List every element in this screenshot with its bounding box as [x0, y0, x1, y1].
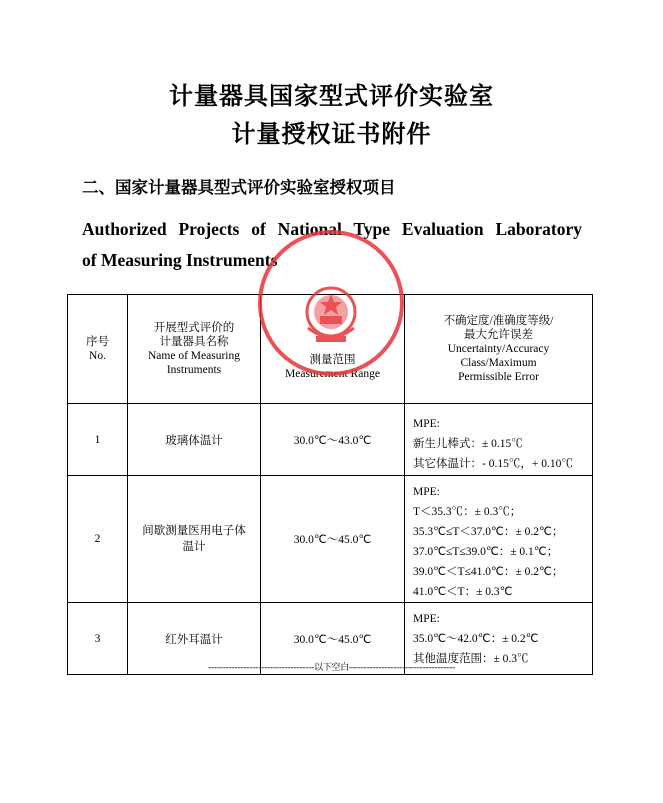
header-error-cn-2: 最大允许误差: [464, 329, 533, 341]
error-line: MPE:: [413, 418, 440, 430]
error-line: 其它体温计：- 0.15℃，+ 0.10℃: [413, 458, 573, 470]
row-no: 3: [68, 603, 128, 675]
row-range: 30.0℃～45.0℃: [261, 476, 405, 603]
table-row: [68, 476, 593, 603]
header-no-cn: 序号: [86, 336, 109, 348]
error-line: 35.3℃≤T＜37.0℃：± 0.2℃；: [413, 526, 564, 538]
error-line: MPE:: [413, 613, 440, 625]
header-no: [68, 295, 128, 404]
row-range: 30.0℃～43.0℃: [261, 404, 405, 476]
error-line: 35.0℃～42.0℃：± 0.2℃: [413, 633, 539, 645]
header-error-en-1: Uncertainty/Accuracy: [447, 343, 550, 355]
row-error: [405, 476, 593, 603]
row-instrument-text: 间歇测量医用电子体温计: [142, 525, 246, 553]
row-no: 2: [68, 476, 128, 603]
header-instrument-en-2: Instruments: [166, 364, 222, 376]
error-line: 其他温度范围：± 0.3℃: [413, 653, 529, 665]
section-heading: 二、国家计量器具型式评价实验室授权项目: [82, 178, 396, 197]
row-instrument: [128, 476, 261, 603]
english-heading-line-2: of Measuring Instruments: [82, 250, 278, 270]
error-line: MPE:: [413, 486, 440, 498]
header-error-cn-1: 不确定度/准确度等级/: [443, 315, 554, 327]
header-error-en-3: Permissible Error: [458, 371, 539, 383]
row-instrument: 玻璃体温计: [128, 404, 261, 476]
authorized-projects-table: [67, 294, 593, 675]
header-instrument-cn-2: 计量器具名称: [159, 336, 229, 348]
error-line: 41.0℃＜T：± 0.3℃: [413, 586, 513, 598]
header-error-en-2: Class/Maximum: [460, 357, 537, 369]
table-row: [68, 404, 593, 476]
header-range-cn: 测量范围: [309, 354, 356, 366]
row-instrument: 红外耳温计: [128, 603, 261, 675]
title-line-2: 计量授权证书附件: [231, 120, 432, 148]
error-line: 37.0℃≤T≤39.0℃：± 0.1℃；: [413, 546, 559, 558]
header-instrument: [128, 295, 261, 404]
error-line: 新生儿棒式：± 0.15℃: [413, 438, 523, 450]
title-line-1: 计量器具国家型式评价实验室: [169, 82, 494, 110]
error-line: T＜35.3℃：± 0.3℃；: [413, 506, 522, 518]
english-heading: [82, 214, 582, 276]
header-range-en: Measurement Range: [285, 368, 380, 380]
row-error: [405, 404, 593, 476]
header-error: [405, 295, 593, 404]
error-line: 39.0℃＜T≤41.0℃：± 0.2℃；: [413, 566, 564, 578]
row-range: 30.0℃～45.0℃: [261, 603, 405, 675]
header-instrument-en-1: Name of Measuring: [148, 350, 240, 362]
row-no: 1: [68, 404, 128, 476]
header-range: [261, 295, 405, 404]
table-header-row: [68, 295, 593, 404]
english-heading-line-1: Authorized Projects of National Type Evaluation Laboratory: [82, 219, 582, 239]
header-no-en: No.: [89, 350, 106, 362]
header-instrument-cn-1: 开展型式评价的: [153, 322, 235, 334]
footer-blank-below: ------------------------------------以下空白------------------------------------: [207, 663, 456, 673]
